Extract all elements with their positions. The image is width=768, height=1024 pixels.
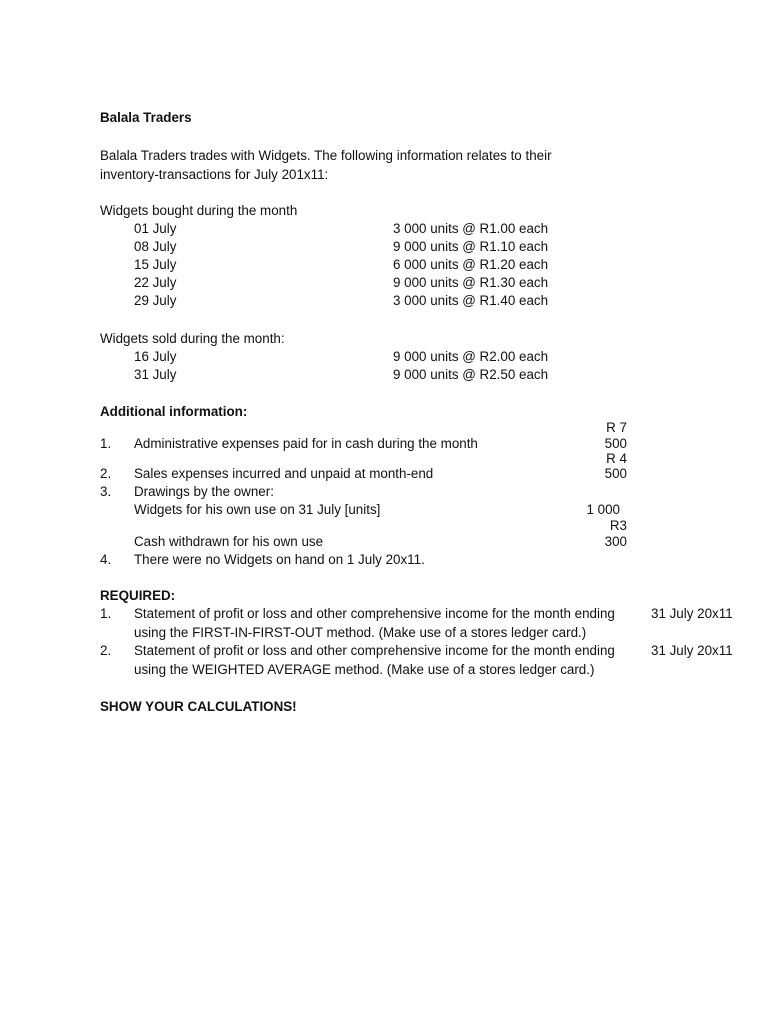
- drawings-widgets-text: Widgets for his own use on 31 July [units]: [134, 502, 381, 517]
- calculations-instruction: SHOW YOUR CALCULATIONS!: [100, 699, 297, 714]
- additional-amount-value: 500: [604, 436, 627, 451]
- additional-item-number: 3.: [100, 484, 112, 499]
- purchases-heading: Widgets bought during the month: [100, 203, 298, 218]
- purchase-detail: 9 000 units @ R1.30 each: [393, 275, 549, 290]
- required-item-line: using the WEIGHTED AVERAGE method. (Make use of a stores ledger card.): [134, 662, 595, 677]
- purchase-date: 29 July: [134, 293, 177, 308]
- additional-heading: Additional information:: [100, 404, 248, 419]
- sales-heading: Widgets sold during the month:: [100, 331, 285, 346]
- intro-line-2: inventory-transactions for July 201x11:: [100, 167, 329, 182]
- purchase-date: 01 July: [134, 221, 177, 236]
- sale-date: 31 July: [134, 367, 177, 382]
- purchase-detail: 9 000 units @ R1.10 each: [393, 239, 549, 254]
- required-item-date: 31 July 20x11: [651, 606, 733, 621]
- required-heading: REQUIRED:: [100, 588, 176, 603]
- required-item-number: 2.: [100, 643, 112, 658]
- required-item-number: 1.: [100, 606, 112, 621]
- required-item-line: Statement of profit or loss and other comprehensive income for the month ending: [134, 643, 615, 658]
- additional-amount-value: 500: [604, 466, 627, 481]
- drawings-cash-amount: 300: [604, 534, 627, 549]
- additional-item-text: Drawings by the owner:: [134, 484, 274, 499]
- purchase-date: 08 July: [134, 239, 177, 254]
- drawings-widgets-units: 1 000: [586, 502, 620, 517]
- required-item-line: using the FIRST-IN-FIRST-OUT method. (Make use of a stores ledger card.): [134, 625, 587, 640]
- drawings-cash-currency: R3: [609, 518, 627, 533]
- purchase-detail: 6 000 units @ R1.20 each: [393, 257, 549, 272]
- purchase-date: 22 July: [134, 275, 177, 290]
- additional-item-number: 1.: [100, 436, 112, 451]
- intro-line-1: Balala Traders trades with Widgets. The following information relates to their: [100, 148, 552, 163]
- drawings-cash-text: Cash withdrawn for his own use: [134, 534, 324, 549]
- sale-detail: 9 000 units @ R2.00 each: [393, 349, 549, 364]
- purchase-detail: 3 000 units @ R1.00 each: [393, 221, 549, 236]
- additional-amount-currency: R 4: [606, 451, 627, 466]
- additional-item-text: Administrative expenses paid for in cash during the month: [134, 436, 478, 451]
- document-title: Balala Traders: [100, 110, 192, 125]
- additional-item-text: There were no Widgets on hand on 1 July 20x11.: [134, 552, 425, 567]
- additional-item-number: 2.: [100, 466, 112, 481]
- sale-detail: 9 000 units @ R2.50 each: [393, 367, 549, 382]
- purchase-date: 15 July: [134, 257, 177, 272]
- required-item-line: Statement of profit or loss and other comprehensive income for the month ending: [134, 606, 615, 621]
- additional-amount-currency: R 7: [606, 420, 627, 435]
- additional-item-text: Sales expenses incurred and unpaid at month-end: [134, 466, 434, 481]
- required-item-date: 31 July 20x11: [651, 643, 733, 658]
- purchase-detail: 3 000 units @ R1.40 each: [393, 293, 549, 308]
- additional-item-number: 4.: [100, 552, 112, 567]
- sale-date: 16 July: [134, 349, 177, 364]
